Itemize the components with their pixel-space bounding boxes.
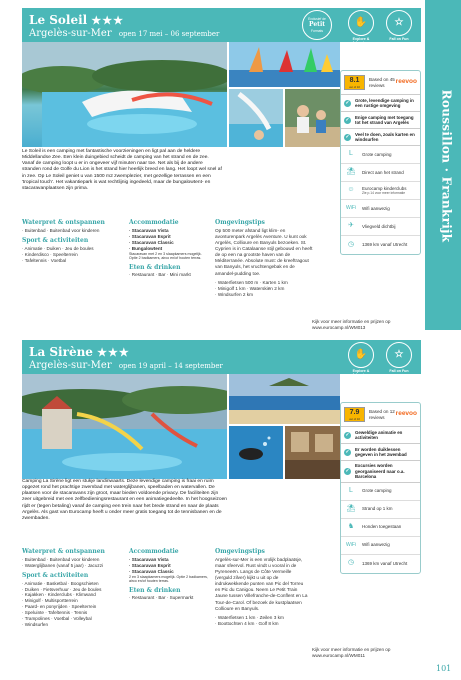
distance-line: · Boottochten 4 km · Golf 8 km [215,620,279,626]
highlight-item: ✓ Geweldige animatie en activiteiten [341,427,420,444]
surroundings-tips [215,548,309,627]
camping-name: La Sirène ★★★ [29,345,130,359]
food-list: · Restaurant · Bar · Supermarkt [129,595,194,601]
water-line: · Buitenbad · Buitenbad voor kinderen [22,556,100,562]
review-score: 8.1 out of 10 [344,75,365,90]
beach-illustration [229,374,340,424]
accommodation-note: 2 en 3 slaapkamers mogelijk. Optie 2 badkamers, airco en/of houten terras. [129,574,208,584]
more-info-link[interactable]: Kijk voor meer informatie en prijzen op www.eurocamp.nl/WM011 [312,647,391,658]
camping-location: Argelès-sur-Mer [29,360,112,371]
highlight-item: ✓ Er worden duiklessen gegeven in het zwembad [341,444,420,461]
page-number: 101 [436,664,452,673]
family-illustration [285,89,340,147]
pool-photo-illustration [22,42,227,147]
petit-formats-seal: Exclusief de Petit Formats [302,10,332,40]
water-heading: Waterpret & ontspannen [22,219,105,226]
check-icon: ✓ [345,133,350,140]
accommodation-item: · Stacaravan Esprit [129,233,171,239]
facility-item: ⛱ Direct aan het strand [341,164,420,182]
reevoo-logo: reevoo [395,410,417,418]
distance-line: · Windsurfen 2 km [215,291,254,297]
camping-location-line [29,360,223,373]
camping-description: Le Soleil is een camping met fantastische voorzieningen en ligt pal aan de heldere Middellandse Zee. Een klein duingebied scheidt de camping van het strand en de zee. Vanaf de camping loopt u er in ongeveer vijf minuten naar toe. Net als bij de andere stranden rond de Golfe du Lion is het strand hier heerlijk breed en lang. Het loopt wel snel af in zee. Op Le Soleil geniet u van 1500 m2 zwemplezier, met gezellige terrassen en een 'tropical touch'. Het vakantiepark is wat rechtlijnig ingedeeld, maar de bungalowtent- en stacaravanplaatsen zijn prima. [22,149,222,191]
food-heading: Eten & drinken [129,586,181,594]
photo-strip [22,42,340,147]
tips-text: Argelès-sur-Mer is een vrolijk badplaatsje, maar sfeervol. Rust vindt u vooral in de Pyreneeën. Langs de Côte Vermeille (verguld zilver) kijkt u uit op de indrukwekkende punten van Pic del Torreu en Pic du Canigou. Neem Le Petit Train Jaune tussen Villefranche-de-Conflent en La Tour-de-Carol. Of bezoek de kustplaatsen Collioure en Banyuls. [215,556,308,611]
camping-name: Le Soleil ★★★ [29,13,125,27]
accommodation-note: Stacaravan met 2 en 3 slaapkamers mogelijk. Optie 2 badkamers, airco en/of houten terras. [129,251,202,261]
windsurf-illustration [229,42,340,87]
accommodation-heading: Accommodatie [129,548,179,555]
review-count: Based on 45 reviews [369,76,395,88]
highlight-item: ✓ Veel te doen, zoals karten en windsurfen [341,129,420,146]
fall-on-fun-badge: ☆ Fall on Fun [384,342,414,373]
camping-location: Argelès-sur-Mer [29,28,112,39]
water-sport-column [22,219,122,263]
camping-location-line [29,28,219,41]
food-list: · Restaurant · Bar · Mini markt [129,272,191,278]
facility-item: ⛱ Strand op 1 km [341,501,420,519]
distance-line: · Minigolf 1 km · Waterskiën 2 km [215,285,285,291]
sport-line: · Windsurfen [22,622,49,628]
clock-icon: ◷ [347,240,355,248]
accommodation-item: · Stacaravan Vista [129,227,169,233]
camping-banner [22,8,421,46]
review-count: Based on 12 reviews [369,408,395,420]
sport-line: · Trampolines · Voetbal · Volleybal [22,616,92,622]
wifi-icon: WiFi [346,205,356,212]
hand-icon: ✋ [348,342,374,368]
sport-line: · Minigolf · Multisportterrein [22,598,78,604]
accommodation-item: · Stacaravan Vista [129,556,169,562]
check-icon: ✓ [345,431,350,438]
camping-description: Camping La Sirène ligt een stukje landinwaarts. Deze levendige camping is fraai en ruim opgezet rond het prachtige zwembad met waterglijbanen, speelbaden en watervallen. De plaatsen voor de stacaravans zijn groot, maar bieden voldoende privacy. De faciliteiten zijn zeer uitgebreid met een zelfbedieningsrestaurant en een animatiegedeelte. In het hoogseizoen rijdt er (tegen betaling) vanaf de camping een trein naar het brede strand en naar de plaats Argelès. Als gast van Eurocamp heeft u onder meer gratis toegang tot de tennisbanen en de zwembaden. [22,479,228,521]
slide-photo [229,89,283,147]
sport-line: · Paard- en ponyrijden · Speelterrein [22,604,97,610]
accommodation-item: · Stacaravan Esprit [129,562,171,568]
opening-period: open 17 mei – 06 september [118,30,220,38]
large-camping-icon: L [349,486,353,494]
accommodation-column [129,219,211,278]
water-line: · Waterglijbanen (vanaf 5 jaar) · Jacuzzi [22,562,104,568]
highlight-item: ✓ Enige camping met toegang tot het strand van Argelès [341,112,420,129]
water-heading: Waterpret & ontspannen [22,548,105,555]
sport-line: · Animatie · Duiken · Jeu de boules [22,245,94,251]
check-icon: ✓ [345,467,350,474]
facility-item: ♞ Honden toegestaan [341,519,420,537]
diving-illustration [229,426,283,479]
accommodation-item: · Bungalowtent [129,245,163,251]
review-score: 7.9 out of 10 [344,407,365,422]
check-icon: ✓ [345,99,350,106]
restaurant-photo [285,426,340,479]
pool-photo [22,42,227,147]
star-rating: ★★★ [91,14,125,27]
restaurant-illustration [285,426,340,479]
slide-illustration [229,89,283,147]
facility-item: L Grote camping [341,146,420,164]
highlight-item: ✓ Grote, levendige camping in een rustige omgeving [341,95,420,112]
tips-heading: Omgevingstips [215,548,265,555]
family-photo [285,89,340,147]
camping-le-soleil [22,8,421,330]
hand-icon: ✋ [348,10,374,36]
review-header [341,71,420,95]
check-icon: ✓ [345,116,350,123]
accommodation-heading: Accommodatie [129,219,179,226]
sport-heading: Sport & activiteiten [22,236,89,244]
star-rating: ★★★ [97,346,130,359]
facility-item: ◷ 1369 km vanaf Utrecht [341,236,420,254]
camping-banner [22,340,421,378]
dog-icon: ♞ [347,522,355,530]
sport-line: · Kajakken · Kinderclubs · Klimwand [22,592,96,598]
accommodation-item: · Stacaravan Classic [129,239,174,245]
opening-period: open 19 april – 14 september [118,362,223,370]
star-icon: ☆ [386,342,412,368]
waterpark-illustration [22,374,227,479]
sport-line: · Kinderdisco · Speelterrein [22,251,78,257]
beach-photo [229,374,340,424]
sport-line: · Animatie · Basketbal · Boogschieten [22,580,99,586]
facility-item: ☺ Eurocamp kinderclubs Zie p.14 voor meer informatie [341,182,420,200]
tips-text: Op 500 meter afstand ligt klim- en avonturenpark Argelès Aventure. U kunt ook Argelès, Collioure en Banyuls bezoeken. St. Cyprien is in Catalaanse stijl gebouwd en heeft de op een na grootste haven van de Méditerranée. Absolute must: de kreeftragout van Banyuls, het vruchtengebak en de amandel-pudding toe. [215,227,313,276]
waterpark-photo [22,374,227,479]
clock-icon: ◷ [347,559,355,567]
facility-item: WiFi Wifi aanwezig [341,537,420,555]
facility-item: WiFi Wifi aanwezig [341,200,420,218]
photo-strip [22,374,340,479]
review-box [340,402,421,574]
more-info-link[interactable]: Kijk voor meer informatie en prijzen op www.eurocamp.nl/WM013 [312,319,391,330]
check-icon: ✓ [345,448,350,455]
accommodation-column [129,548,211,601]
explore-adventure-badge: ✋ Explore & Adventure [346,342,376,378]
beach-icon: ⛱ [346,504,356,512]
sport-heading: Sport & activiteiten [22,571,89,579]
review-header [341,403,420,427]
wifi-icon: WiFi [346,541,356,548]
accommodation-item: · Stacaravan Classic [129,568,174,574]
facility-item: ✈ Vliegveld dichtbij [341,218,420,236]
side-tab-label: Roussillon · Frankrijk [439,89,454,243]
distance-line: · Waterfietsen 1 km · Zeilen 3 km [215,614,284,620]
large-camping-icon: L [349,150,353,158]
sport-line: · Tafeltennis · Voetbal [22,257,67,263]
explore-adventure-badge: ✋ Explore & Adventure [346,10,376,46]
star-icon: ☆ [386,10,412,36]
kids-club-icon: ☺ [347,186,355,194]
beach-icon: ⛱ [346,168,356,176]
windsurf-photo [229,42,340,87]
sport-line: · Duiken · Fietsverhuur · Jeu de boules [22,586,102,592]
tips-heading: Omgevingstips [215,219,265,226]
food-heading: Eten & drinken [129,263,181,271]
water-sport-column [22,548,122,628]
distance-line: · Waterfietsen 500 m · Karten 1 km [215,279,288,285]
highlight-item: ✓ Excursies worden georganiseerd naar o.a. Barcelona [341,461,420,483]
camping-la-sirene [22,340,421,670]
fall-on-fun-badge: ☆ Fall on Fun [384,10,414,41]
airplane-icon: ✈ [348,222,354,230]
facility-item: L Grote camping [341,483,420,501]
diving-photo [229,426,283,479]
reevoo-logo: reevoo [395,78,417,86]
review-box [340,70,421,255]
facility-item: ◷ 1369 km vanaf Utrecht [341,555,420,573]
surroundings-tips [215,219,315,298]
water-list: · Buitenbad · Buitenbad voor kinderen [22,227,100,233]
sport-line: · Speluinte · Tafeltennis · Tennis [22,610,88,616]
